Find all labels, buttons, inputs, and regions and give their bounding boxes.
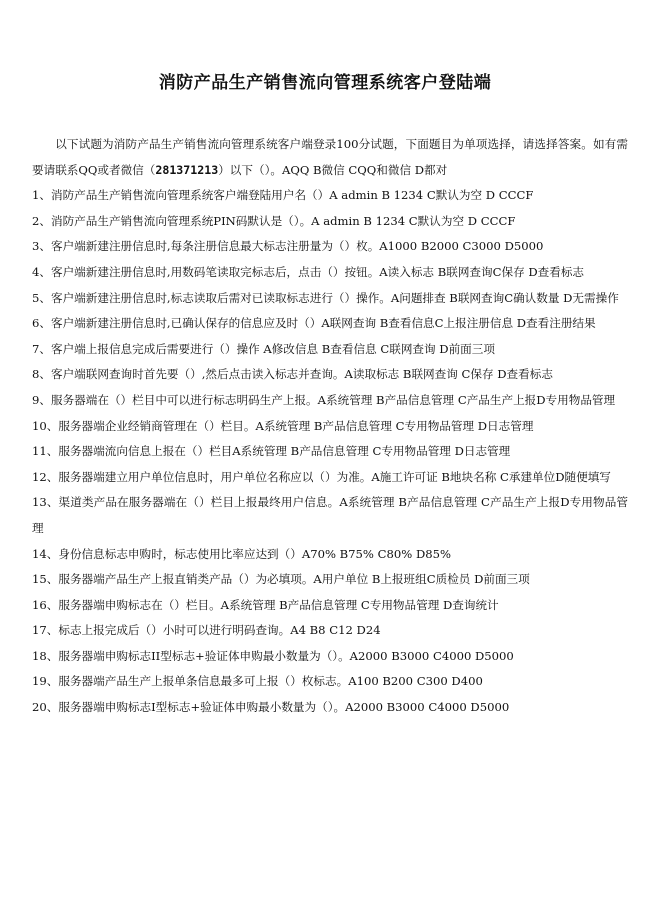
question-2: 2、消防产品生产销售流向管理系统PIN码默认是（）。A admin B 1234 C默认为空 D CCCF <box>32 213 516 228</box>
question-7: 7、客户端上报信息完成后需要进行（）操作 A修改信息 B查看信息 C联网查询 D前面三项 <box>32 341 495 356</box>
question-17: 17、标志上报完成后（）小时可以进行明码查询。A4 B8 C12 D24 <box>32 623 381 638</box>
question-9: 9、服务器端在（）栏目中可以进行标志明码生产上报。A系统管理 B产品信息管理 C产品生产上报D专用物品管理 <box>32 392 616 407</box>
question-4: 4、客户端新建注册信息时,用数码笔读取完标志后，点击（）按钮。A读入标志 B联网查询C保存 D查看标志 <box>32 264 585 279</box>
document-body <box>32 132 628 721</box>
intro-paragraph <box>32 132 628 183</box>
question-1: 1、消防产品生产销售流向管理系统客户端登陆用户名（）A admin B 1234 C默认为空 D CCCF <box>32 188 534 203</box>
question-6: 6、客户端新建注册信息时,已确认保存的信息应及时（）A联网查询 B查看信息C上报注册信息 D查看注册结果 <box>32 316 596 331</box>
question-15: 15、服务器端产品生产上报直销类产品（）为必填项。A用户单位 B上报班组C质检员 D前面三项 <box>32 572 530 587</box>
question-16: 16、服务器端申购标志在（）栏目。A系统管理 B产品信息管理 C专用物品管理 D查询统计 <box>32 597 499 612</box>
question-13: 13、渠道类产品在服务器端在（）栏目上报最终用户信息。A系统管理 B产品信息管理 C产品生产上报D专用物品管理 <box>32 495 628 535</box>
intro-text-before: 以下试题为消防产品生产销售流向管理系统客户端登录100分试题，下面题目为单项选择，请选择答案。如有需要请联系QQ或者微信（ <box>32 137 628 177</box>
intro-text-after: ）以下（）。AQQ B微信 CQQ和微信 D都对 <box>218 162 448 177</box>
question-20: 20、服务器端申购标志I型标志+验证体申购最小数量为（）。A2000 B3000 C4000 D5000 <box>32 700 510 715</box>
question-18: 18、服务器端申购标志II型标志+验证体申购最小数量为（）。A2000 B3000 C4000 D5000 <box>32 648 514 663</box>
question-12: 12、服务器端建立用户单位信息时，用户单位名称应以（）为准。A施工许可证 B地块名称 C承建单位D随便填写 <box>32 469 611 484</box>
question-14: 14、身份信息标志申购时，标志使用比率应达到（）A70% B75% C80% D85% <box>32 546 452 561</box>
question-19: 19、服务器端产品生产上报单条信息最多可上报（）枚标志。A100 B200 C300 D400 <box>32 674 483 689</box>
question-3: 3、客户端新建注册信息时,每条注册信息最大标志注册量为（）枚。A1000 B2000 C3000 D5000 <box>32 239 544 254</box>
document-title: 消防产品生产销售流向管理系统客户登陆端 <box>158 73 492 93</box>
question-10: 10、服务器端企业经销商管理在（）栏目。A系统管理 B产品信息管理 C专用物品管理 D日志管理 <box>32 418 534 433</box>
question-5: 5、客户端新建注册信息时,标志读取后需对已读取标志进行（）操作。A问题排查 B联网查询C确认数量 D无需操作 <box>32 290 619 305</box>
question-8: 8、客户端联网查询时首先要（）,然后点击读入标志并查询。A读取标志 B联网查询 C保存 D查看标志 <box>32 367 553 382</box>
contact-number: 281371213 <box>155 162 219 177</box>
question-11: 11、服务器端流向信息上报在（）栏目A系统管理 B产品信息管理 C专用物品管理 D日志管理 <box>32 444 511 459</box>
